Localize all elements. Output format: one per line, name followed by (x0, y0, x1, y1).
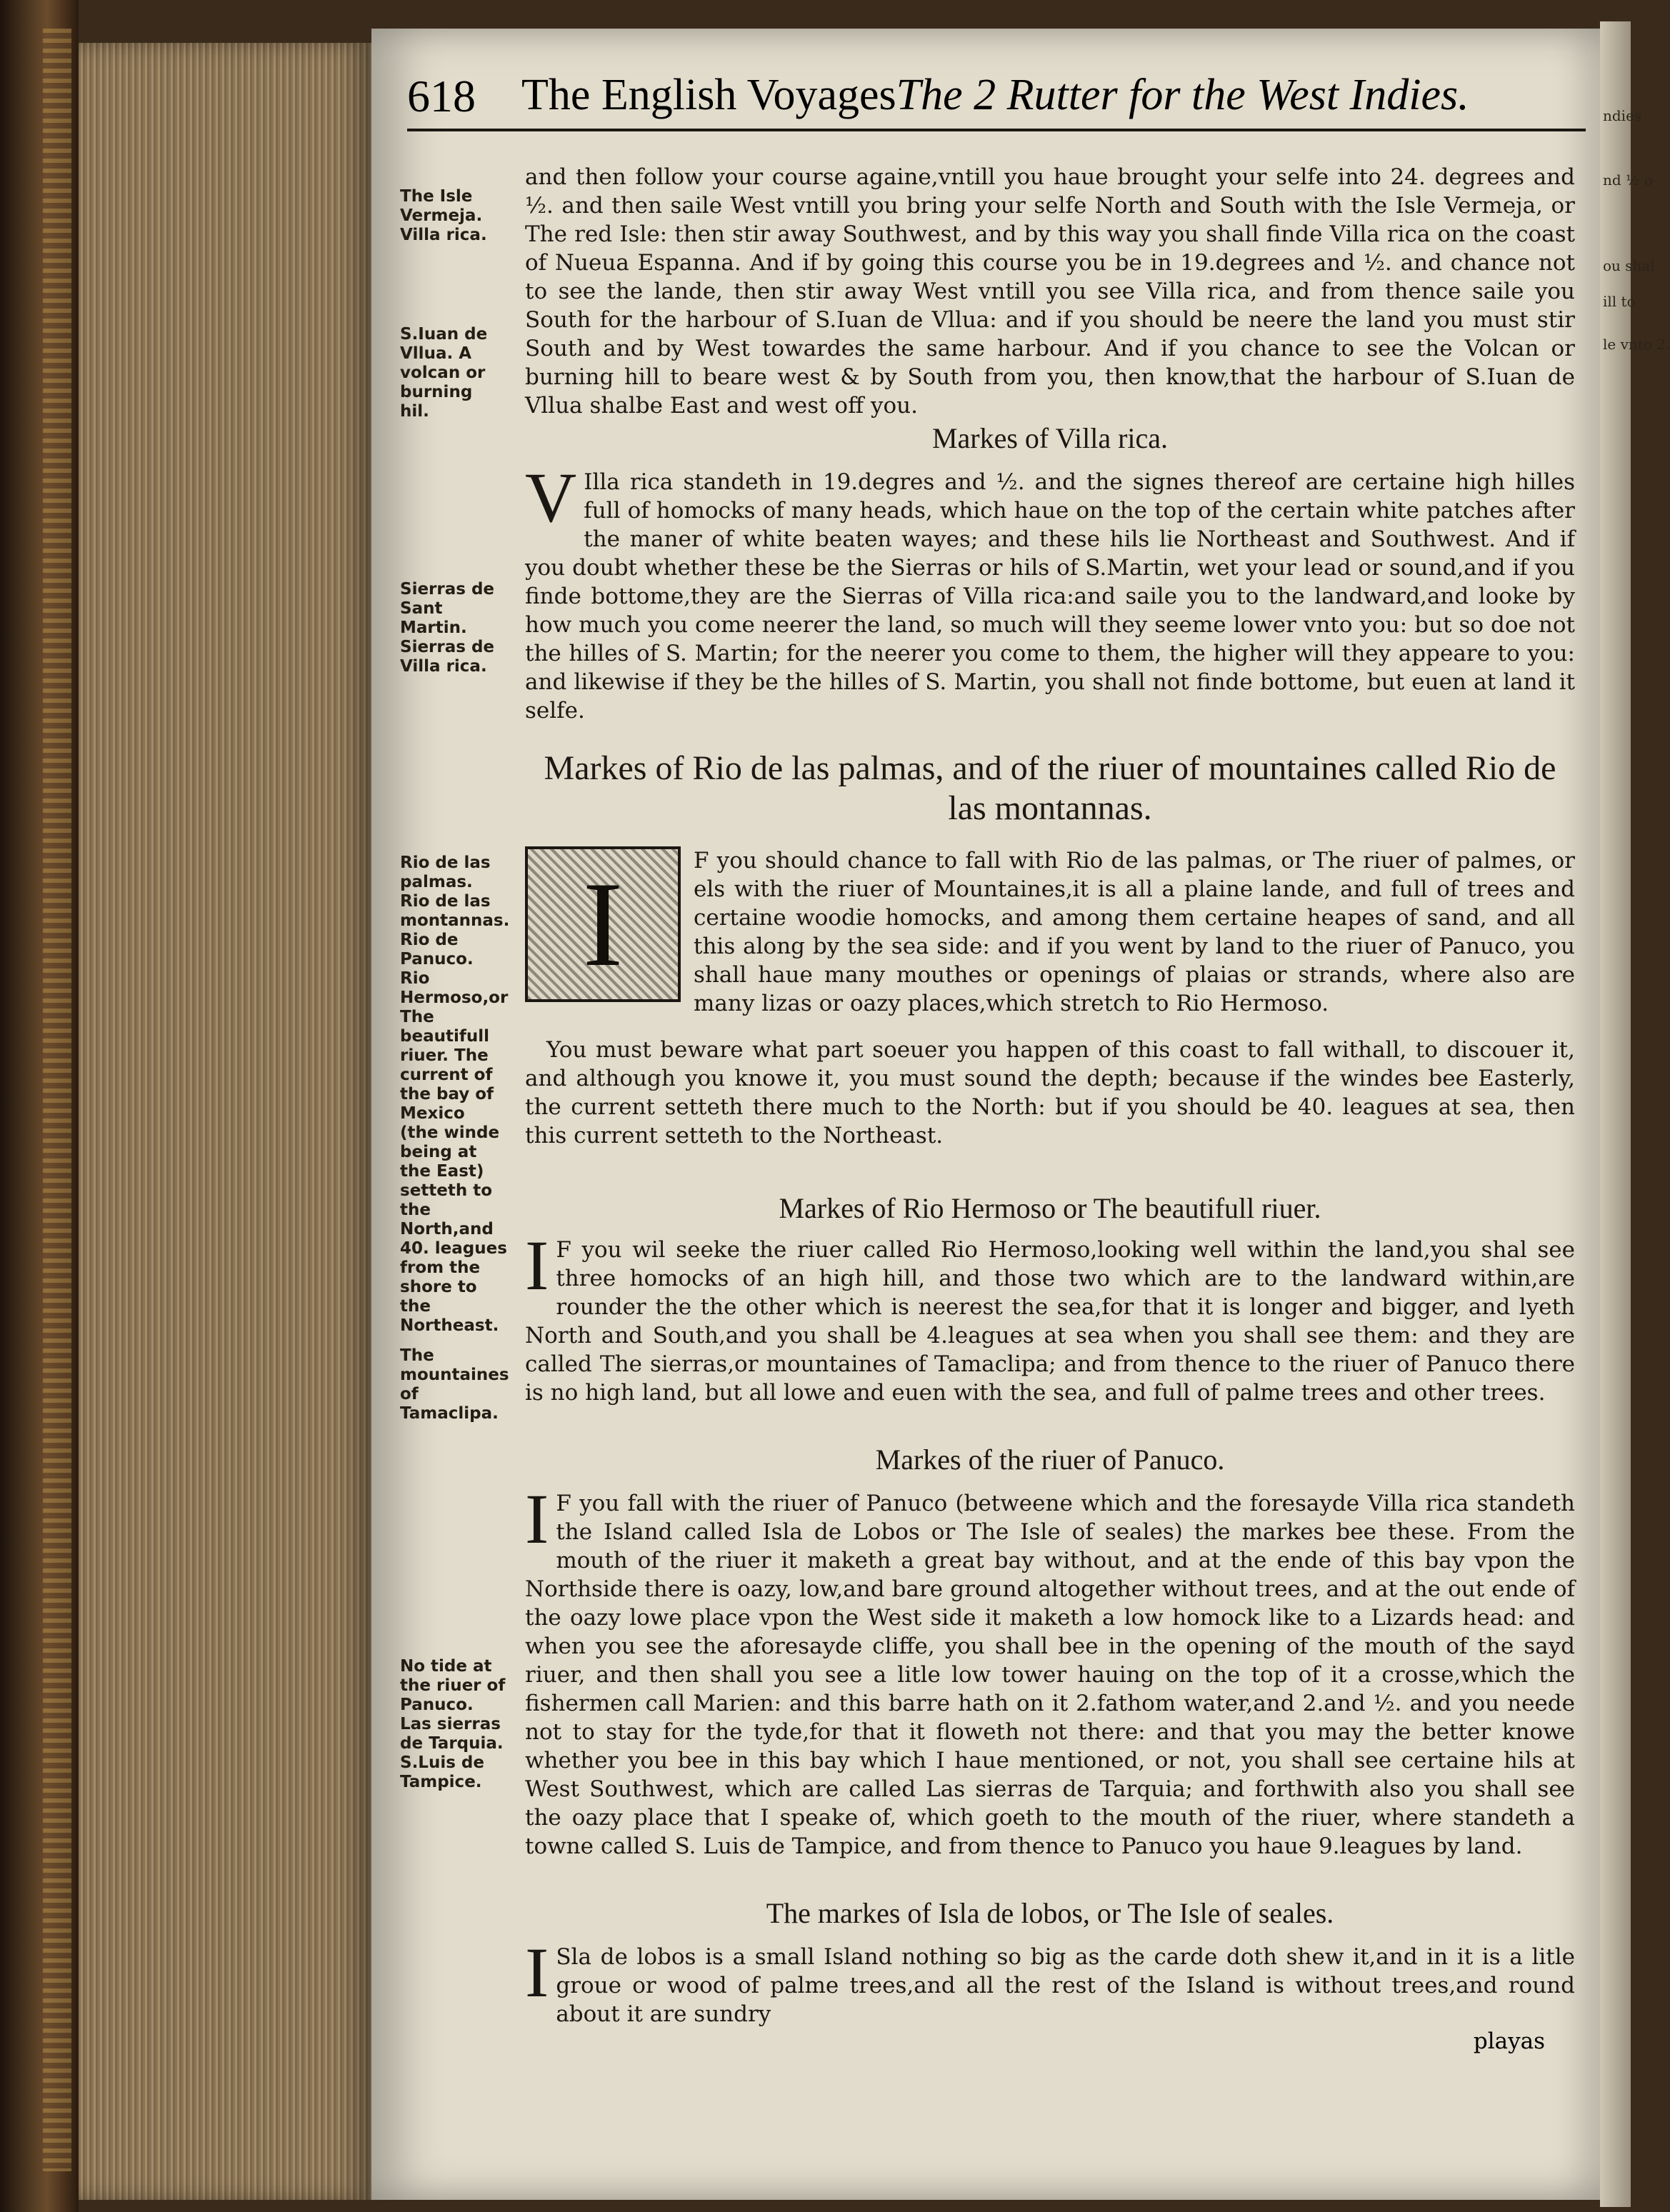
next-page-edge (1600, 21, 1670, 2207)
running-header (407, 64, 1586, 131)
paragraph: You must beware what part soeuer you happen of this coast to fall withall, to discouer it, and although you knowe it, you must sound the depth; because if the windes bee Easterly, the current setteth there much to the North: but if you should be 40. leagues at sea, then this current setteth to the Northeast. (525, 1037, 1575, 1148)
paragraph-text: F you wil seeke the riuer called Rio Hermoso,looking well within the land,you shal see three homocks of an high hill, and those two which are to the landward within,are rounder the the other which is neerest the sea,for that it is longer and bigger, and lyeth North and South,and you shall be 4.leagues at sea when you shall see them: and they are called The sierras,or mountaines of Tamaclipa; and from thence to the riuer of Panuco there is no high land, but all lowe and euen with the sea, and full of palme trees and other trees. (525, 1237, 1575, 1406)
drop-cap: I (525, 1226, 549, 1305)
section-heading: Markes of Villa rica. (931, 422, 1169, 454)
margin-note: Rio de las palmas. Rio de las montannas. Rio de Panuco. Rio Hermoso,or The beautifull riuer. The current of the bay of Mexico (the winde being at the East) setteth to the North,and 40. leagues from the shore to the Northeast. (400, 854, 510, 1335)
paragraph (525, 458, 1575, 725)
next-page-fragment: ndies (1603, 107, 1642, 124)
next-page-fragment: nd ½ o (1603, 171, 1653, 189)
paragraph (525, 1226, 1575, 1407)
section-heading: Markes of Rio de las palmas, and of the riuer of mountaines called Rio de las montannas. (544, 749, 1556, 827)
drop-cap: I (525, 1479, 549, 1558)
title-main: The English Voyages (521, 71, 896, 119)
next-page-fragment: le vnto 2. (1603, 336, 1670, 353)
catchword: playas (1473, 2028, 1545, 2054)
drop-cap: I (525, 1933, 549, 2012)
drop-cap: I (528, 849, 678, 999)
section-heading: The markes of Isla de lobos, or The Isle of seales. (766, 1897, 1334, 1929)
page-number: 618 (407, 71, 476, 121)
margin-note: The mountaines of Tamaclipa. (400, 1346, 509, 1423)
margin-note: Sierras de Sant Martin. Sierras de Villa rica. (400, 580, 495, 676)
page-title (521, 70, 1469, 121)
paragraph-text: Sla de lobos is a small Island nothing so big as the carde doth shew it,and in it is a litle groue or wood of palme trees,and all the rest of the Island is without trees,and round about it are sundry (556, 1944, 1575, 2027)
drop-cap: V (525, 458, 577, 537)
spine-decoration (43, 29, 71, 2171)
paragraph (525, 846, 1575, 1018)
title-sub: The 2 Rutter for the West Indies. (896, 71, 1469, 119)
section-heading: Markes of Rio Hermoso or The beautifull riuer. (779, 1192, 1321, 1224)
paragraph (525, 1479, 1575, 1861)
ornamental-drop-cap (525, 846, 681, 1002)
next-page-fragment: ou shal (1603, 257, 1655, 274)
margin-note: S.Iuan de Vllua. A volcan or burning hil. (400, 325, 488, 421)
paragraph-text: F you should chance to fall with Rio de las palmas, or The riuer of palmes, or els with the riuer of Mountaines,it is all a plaine lande, and full of trees and certaine woodie homocks, and among them certaine heapes of sand, and all this along by the sea side: and if you went by land to the riuer of Panuco, you shall haue many mouthes or openings of plaias or strands, where also are many lizas or oazy places,which stretch to Rio Hermoso. (694, 848, 1575, 1016)
margin-note: The Isle Vermeja. Villa rica. (400, 187, 487, 244)
book-spine (0, 0, 79, 2212)
margin-note: No tide at the riuer of Panuco. Las sierras de Tarquia. S.Luis de Tampice. (400, 1657, 506, 1791)
section-heading: Markes of the riuer of Panuco. (875, 1443, 1225, 1476)
next-page-fragment: ill to (1603, 293, 1636, 310)
paragraph-text: Illa rica standeth in 19.degres and ½. and the signes thereof are certaine high hilles full of homocks of many heads, which haue on the top of the certain white patches after the maner of white beaten wayes; and these hils lie Northeast and Southwest. And if you doubt whether these be the Sierras or hils of S.Martin, wet your lead or sound,and if you finde bottome,they are the Sierras of Villa rica:and saile you to the landward,and looke by how much you come neerer the land, so much will they seeme lower vnto you: but so doe not the hilles of S. Martin; for the neerer you come to them, the higher will they appeare to you: and likewise if they be the hilles of S. Martin, you shall not finde bottome, but euen at land it selfe. (525, 469, 1575, 724)
paragraph: and then follow your course againe,vntill you haue brought your selfe into 24. degrees and ½. and then saile West vntill you bring your selfe North and South with the Isle Vermeja, or The red Isle: then stir away Southwest, and by this way you shall finde Villa rica on the coast of Nueua Espanna. And if by going this course you be in 19.degrees and ½. and chance not to see the lande, then stir away West vntill you see Villa rica, and from thence saile you South for the harbour of S.Iuan de Vllua: and if you should be neere the land you must stir South and by West towardes the same harbour. And if you chance to see the Volcan or burning hill to beare west & by South from you, then know,that the harbour of S.Iuan de Vllua shalbe East and west off you. (525, 164, 1575, 419)
page-edges (79, 43, 371, 2200)
paragraph-text: F you fall with the riuer of Panuco (betweene which and the foresayde Villa rica standeth the Island called Isla de Lobos or The Isle of seales) the markes bee these. From the mouth of the riuer it maketh a great bay without, and at the ende of this bay vpon the Northside there is oazy, low,and bare ground altogether without trees, and at the out ende of the oazy lowe place vpon the West side it maketh a low homock like to a Lizards head: and when you see the aforesayde cliffe, you shall bee in the opening of the mouth of the sayd riuer, and then shall you see a litle low tower hauing on the top of it a crosse,which the fishermen call Marien: and this barre hath on it 2.fathom water,and 2.and ½. and you neede not to stay for the tyde,for that it floweth not there: and that you may the better knowe whether you bee in this bay which I haue mentioned, or not, you shall see certaine hils at West Southwest, which are called Las sierras de Tarquia; and forthwith also you shall see the oazy place that I speake of, which goeth to the mouth of the riuer, where standeth a towne called S. Luis de Tampice, and from thence to Panuco you haue 9.leagues by land. (525, 1491, 1575, 1859)
paragraph (525, 1933, 1575, 2028)
